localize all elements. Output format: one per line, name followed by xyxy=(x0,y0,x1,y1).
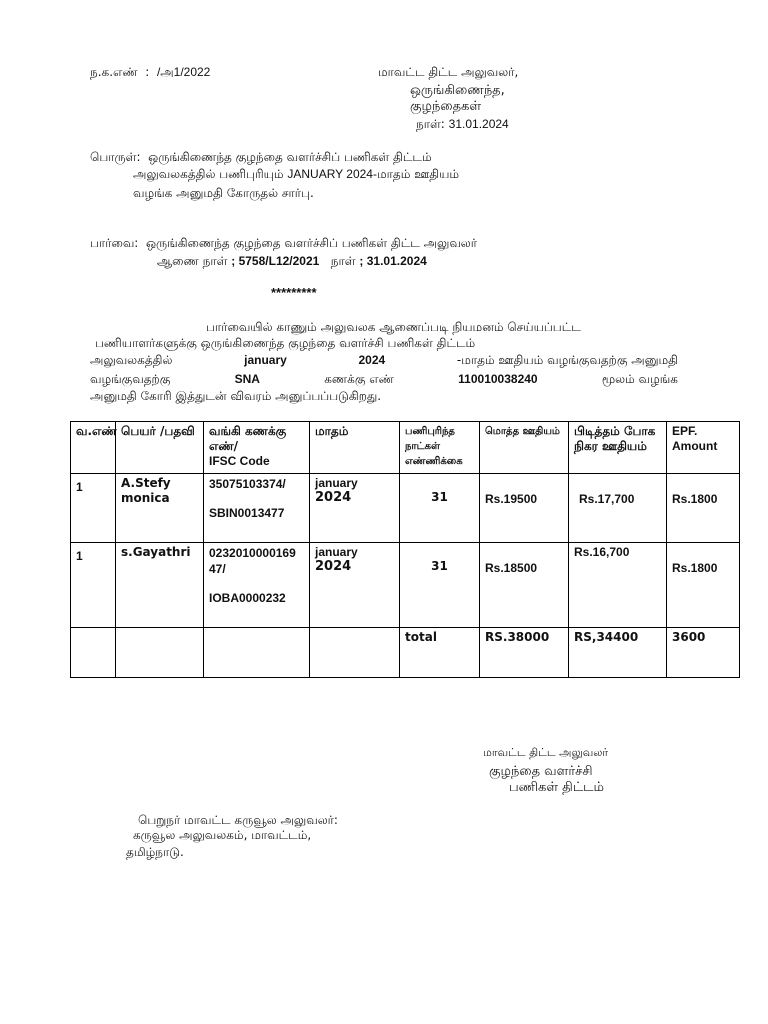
row-epf: Rs.1800 xyxy=(667,543,740,628)
table-header-row xyxy=(71,422,740,474)
office-line-1: மாவட்ட திட்ட அலுவலர், xyxy=(378,65,519,79)
table-row xyxy=(71,543,740,628)
salary-table xyxy=(70,421,740,678)
body-line-2: பணியாளர்களுக்கு ஒருங்கிணைந்த குழந்தை வளர்ச்சி பணிகள் திட்டம் xyxy=(95,336,476,350)
header-gross: மொத்த ஊதியம் xyxy=(480,422,569,474)
total-net: RS,34400 xyxy=(569,628,667,678)
row-gross: Rs.18500 xyxy=(480,543,569,628)
header-name: பெயர் /பதவி xyxy=(116,422,204,474)
total-label: total xyxy=(400,628,480,678)
row-epf: Rs.1800 xyxy=(667,474,740,543)
separator-stars: ********* xyxy=(271,285,317,300)
row-month: january 2024 xyxy=(310,474,400,543)
row-account: 0232010000169 47/ IOBA0000232 xyxy=(204,543,310,628)
row-days: 31 xyxy=(400,543,480,628)
letter-date: நாள்: 31.01.2024 xyxy=(416,117,509,131)
header-account: வங்கி கணக்கு எண்/ IFSC Code xyxy=(204,422,310,474)
table-row xyxy=(71,474,740,543)
header-days: பணிபுரிந்த நாட்கள் எண்ணிக்கை xyxy=(400,422,480,474)
signature-line-1: மாவட்ட திட்ட அலுவலர் xyxy=(483,746,609,759)
reference-number: ந.க.எண் : /அ1/2022 xyxy=(90,65,211,79)
subject-line-3: வழங்க அனுமதி கோருதல் சார்பு. xyxy=(133,186,314,200)
header-net: பிடித்தம் போக நிகர ஊதியம் xyxy=(569,422,667,474)
header-sno: வ.எண் xyxy=(71,422,116,474)
row-account: 35075103374/ SBIN0013477 xyxy=(204,474,310,543)
total-gross: RS.38000 xyxy=(480,628,569,678)
row-net: Rs.16,700 xyxy=(569,543,667,628)
office-line-2: ஒருங்கிணைந்த, xyxy=(410,83,505,98)
total-epf: 3600 xyxy=(667,628,740,678)
header-epf: EPF. Amount xyxy=(667,422,740,474)
subject-line-1: பொருள்: ஒருங்கிணைந்த குழந்தை வளர்ச்சிப் பணிகள் திட்டம் xyxy=(90,150,432,164)
recipient-line-1: பெறுநர் மாவட்ட கருவூல அலுவலர்: xyxy=(138,813,338,827)
row-sno: 1 xyxy=(71,474,116,543)
body-line-4: வழங்குவதற்கு SNA கணக்கு எண் 110010038240 மூலம் வழங்க xyxy=(90,372,678,386)
row-sno: 1 xyxy=(71,543,116,628)
body-line-3: அலுவலகத்தில் january 2024 -மாதம் ஊதியம் வழங்குவதற்கு அனுமதி xyxy=(90,353,678,367)
row-name: A.Stefy monica xyxy=(116,474,204,543)
signature-line-2: குழந்தை வளர்ச்சி xyxy=(489,764,593,779)
row-gross: Rs.19500 xyxy=(480,474,569,543)
signature-line-3: பணிகள் திட்டம் xyxy=(509,780,604,795)
header-month: மாதம் xyxy=(310,422,400,474)
body-line-1: பார்வையில் காணும் அலுவலக ஆணைப்படி நியமனம் செய்யப்பட்ட xyxy=(206,320,581,334)
row-days: 31 xyxy=(400,474,480,543)
office-line-3: குழந்தைகள் xyxy=(410,99,482,114)
row-month: january 2024 xyxy=(310,543,400,628)
row-name: s.Gayathri xyxy=(116,543,204,628)
row-net: Rs.17,700 xyxy=(569,474,667,543)
subject-line-2: அலுவலகத்தில் பணிபுரியும் JANUARY 2024-மாதம் ஊதியம் xyxy=(133,167,460,181)
body-line-5: அனுமதி கோரி இத்துடன் விவரம் அனுப்பப்படுகிறது. xyxy=(90,389,382,403)
reference-line-1: பார்வை: ஒருங்கிணைந்த குழந்தை வளர்ச்சிப் பணிகள் திட்ட அலுவலர் xyxy=(90,236,478,250)
reference-line-2: ஆணை நாள் ; 5758/L12/2021 நாள் ; 31.01.2024 xyxy=(157,254,427,268)
table-total-row xyxy=(71,628,740,678)
recipient-line-3: தமிழ்நாடு. xyxy=(126,845,184,859)
recipient-line-2: கருவூல அலுவலகம், மாவட்டம், xyxy=(133,828,312,842)
